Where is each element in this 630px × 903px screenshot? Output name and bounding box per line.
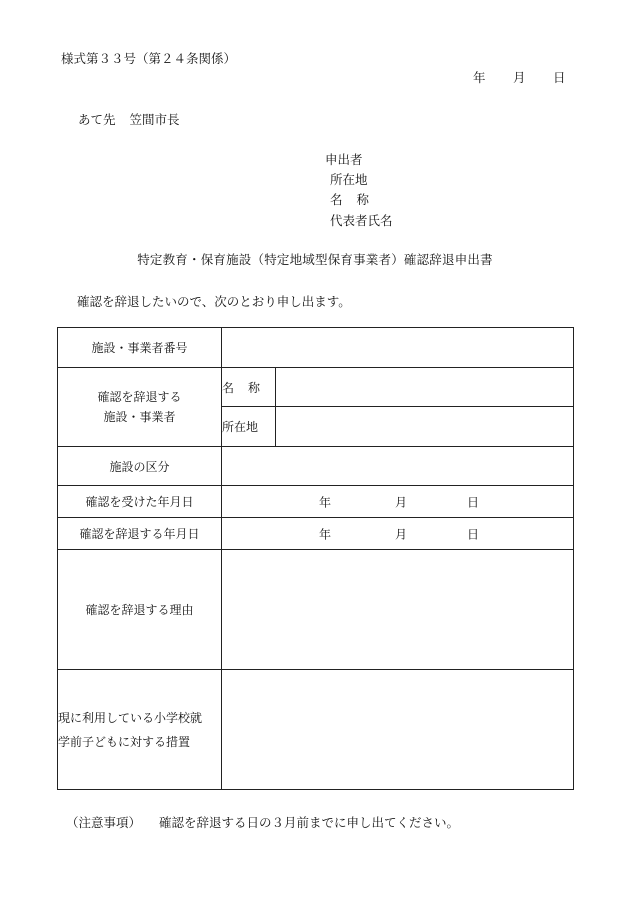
addressee-prefix: あて先: [78, 112, 116, 127]
addressee: [78, 110, 180, 128]
facility-name-label-char-1: 名: [222, 380, 235, 395]
submission-date-line: [473, 68, 566, 86]
measures-label: [58, 670, 222, 790]
row-facility-category: [58, 447, 574, 486]
withdraw-date-field[interactable]: [222, 518, 574, 550]
confirmed-date-month: 月: [395, 495, 408, 509]
applicant-name-label-char-2: 称: [356, 192, 370, 207]
withdraw-reason-label: 確認を辞退する理由: [58, 550, 222, 670]
facility-number-field[interactable]: [222, 328, 574, 368]
withdrawing-facility-label-line-1: 確認を辞退する: [97, 390, 182, 404]
facility-location-field[interactable]: [276, 407, 574, 447]
document-title: 特定教育・保育施設（特定地域型保育事業者）確認辞退申出書: [137, 252, 493, 267]
notes-text: 確認を辞退する日の３月前までに申し出てください。: [159, 815, 460, 830]
facility-location-label: 所在地: [222, 407, 276, 447]
measures-label-line-2: 学前子どもに対する措置: [58, 734, 191, 749]
facility-number-label: 施設・事業者番号: [58, 328, 222, 368]
addressee-recipient: 笠間市長: [129, 112, 180, 127]
facility-name-label-char-2: 称: [248, 380, 261, 395]
document-intro: 確認を辞退したいので、次のとおり申し出ます。: [77, 294, 351, 309]
withdraw-date-label: 確認を辞退する年月日: [58, 518, 222, 550]
row-withdrawing-facility-name: [58, 368, 574, 407]
notes-label: （注意事項）: [66, 815, 142, 830]
facility-category-field[interactable]: [222, 447, 574, 486]
facility-name-field[interactable]: [276, 368, 574, 407]
withdraw-date-day: 日: [467, 527, 480, 541]
row-confirmed-date: [58, 486, 574, 518]
facility-category-label: 施設の区分: [58, 447, 222, 486]
form-number: 様式第３３号（第２４条関係）: [61, 51, 237, 66]
withdrawing-facility-label-line-2: 施設・事業者: [103, 410, 176, 424]
withdrawal-form-table: [57, 327, 574, 790]
facility-name-label: [222, 368, 276, 407]
measures-field[interactable]: [222, 670, 574, 790]
notes: [66, 813, 459, 831]
row-withdraw-reason: [58, 550, 574, 670]
date-month-label: 月: [513, 70, 526, 85]
row-withdraw-date: [58, 518, 574, 550]
withdraw-date-year: 年: [319, 527, 332, 541]
applicant-label: 申出者: [325, 152, 363, 167]
date-day-label: 日: [553, 70, 566, 85]
applicant-name-label: [330, 190, 369, 208]
confirmed-date-label: 確認を受けた年月日: [58, 486, 222, 518]
confirmed-date-field[interactable]: [222, 486, 574, 518]
applicant-name-label-char-1: 名: [330, 192, 343, 207]
confirmed-date-day: 日: [467, 495, 480, 509]
row-facility-number: [58, 328, 574, 368]
confirmed-date-year: 年: [319, 495, 332, 509]
date-year-label: 年: [473, 70, 486, 85]
withdraw-reason-field[interactable]: [222, 550, 574, 670]
withdrawing-facility-label: [58, 368, 222, 447]
withdraw-date-month: 月: [395, 527, 408, 541]
measures-label-line-1: 現に利用している小学校就: [58, 710, 203, 725]
applicant-location-label: 所在地: [330, 172, 368, 187]
row-measures: [58, 670, 574, 790]
applicant-representative-label: 代表者氏名: [330, 213, 393, 228]
